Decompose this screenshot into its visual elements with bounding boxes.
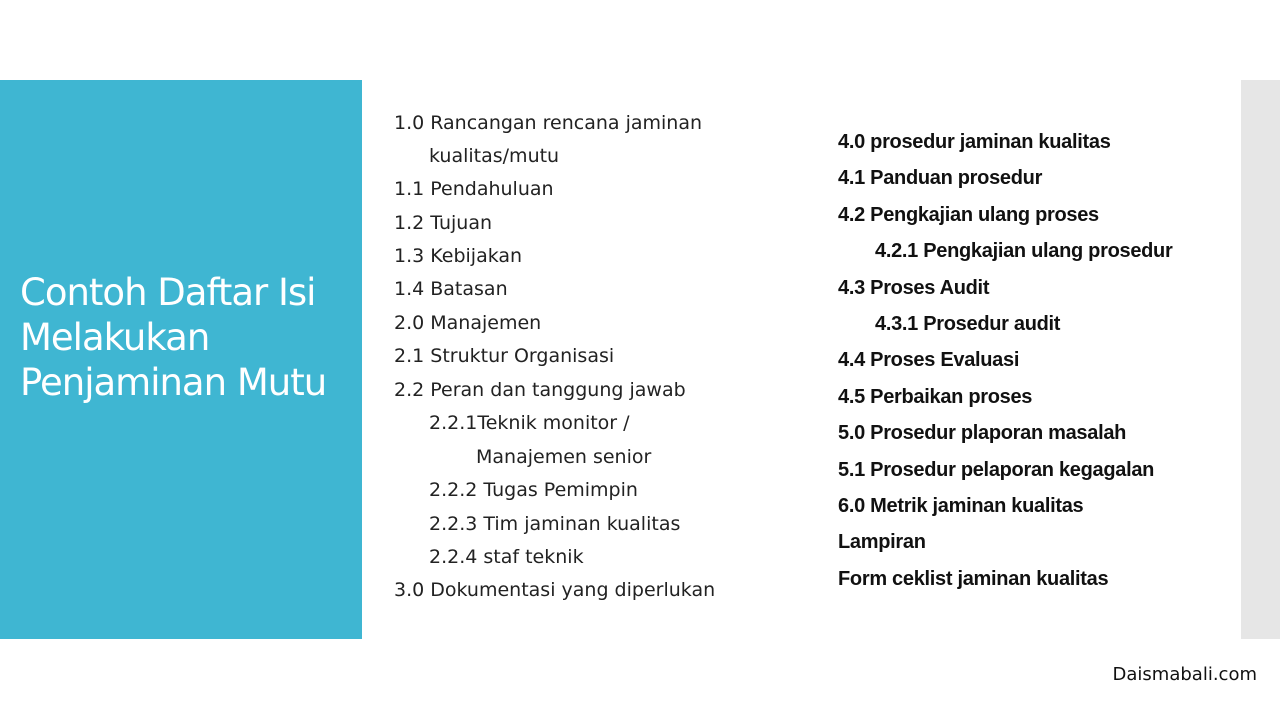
toc-item: 4.3.1 Prosedur audit — [875, 313, 1061, 335]
toc-item: 1.2 Tujuan — [394, 212, 493, 234]
toc-item: 4.5 Perbaikan proses — [838, 386, 1033, 408]
toc-item: 6.0 Metrik jaminan kualitas — [838, 495, 1084, 517]
toc-item: 2.2 Peran dan tanggung jawab — [394, 379, 686, 401]
slide-title — [20, 270, 350, 405]
toc-item: 3.0 Dokumentasi yang diperlukan — [394, 579, 716, 601]
toc-item: 4.1 Panduan prosedur — [838, 167, 1043, 189]
toc-item: 4.0 prosedur jaminan kualitas — [838, 131, 1111, 153]
toc-item: 1.1 Pendahuluan — [394, 178, 554, 200]
toc-item: kualitas/mutu — [429, 145, 560, 167]
toc-item: 2.2.2 Tugas Pemimpin — [429, 479, 638, 501]
toc-item: 2.2.3 Tim jaminan kualitas — [429, 513, 681, 535]
toc-item: Form ceklist jaminan kualitas — [838, 568, 1109, 590]
toc-item: 1.3 Kebijakan — [394, 245, 523, 267]
slide-title-line-1: Contoh Daftar Isi — [20, 271, 316, 314]
toc-item: Manajemen senior — [476, 446, 652, 468]
footer-watermark: Daismabali.com — [1112, 664, 1257, 685]
toc-item: 4.3 Proses Audit — [838, 277, 990, 299]
toc-item: 4.2.1 Pengkajian ulang prosedur — [875, 240, 1173, 262]
toc-item: 5.0 Prosedur plaporan masalah — [838, 422, 1127, 444]
slide-title-line-3: Penjaminan Mutu — [20, 361, 327, 404]
toc-item: 2.0 Manajemen — [394, 312, 542, 334]
toc-item: 2.1 Struktur Organisasi — [394, 345, 615, 367]
toc-item: 1.0 Rancangan rencana jaminan — [394, 112, 703, 134]
slide-title-line-2: Melakukan — [20, 316, 210, 359]
toc-item: 2.2.1Teknik monitor / — [429, 412, 630, 434]
toc-item: 1.4 Batasan — [394, 278, 508, 300]
side-strip — [1241, 80, 1280, 639]
toc-item: 5.1 Prosedur pelaporan kegagalan — [838, 459, 1155, 481]
toc-item: 2.2.4 staf teknik — [429, 546, 584, 568]
toc-item: 4.4 Proses Evaluasi — [838, 349, 1020, 371]
toc-item: Lampiran — [838, 531, 926, 553]
toc-item: 4.2 Pengkajian ulang proses — [838, 204, 1099, 226]
